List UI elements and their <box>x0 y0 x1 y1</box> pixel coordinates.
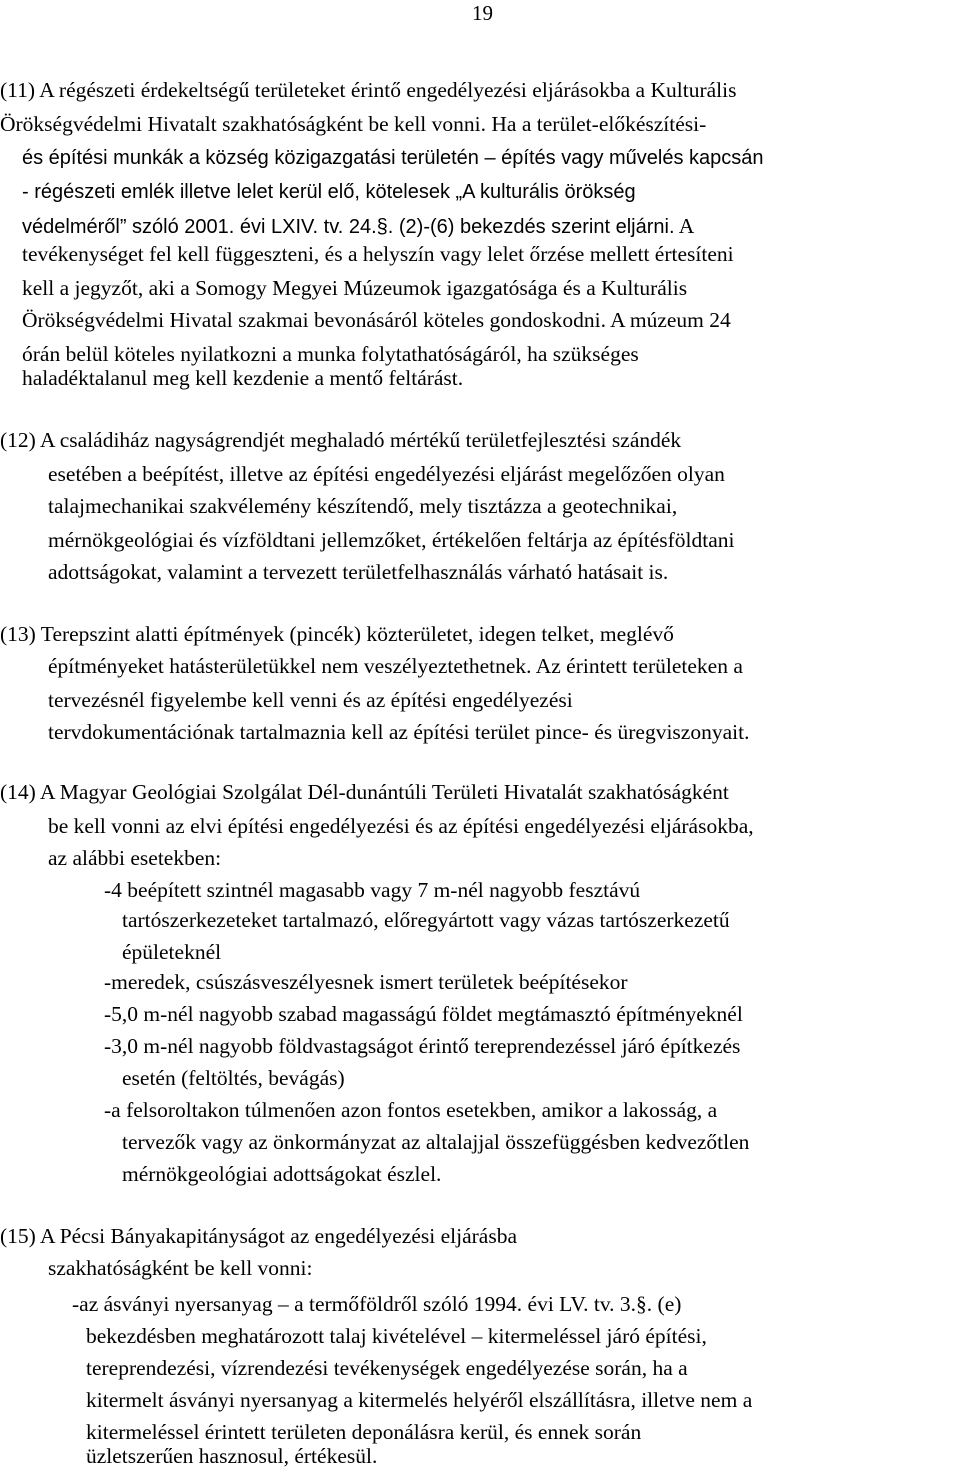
list-item-continuation: kitermeléssel érintett területen deponálásra kerül, és ennek során <box>86 1420 642 1444</box>
text-line: Örökségvédelmi Hivatalt szakhatóságként be kell vonni. Ha a terület-előkészítési- <box>0 112 707 136</box>
text-line: tervezésnél figyelembe kell venni és az építési engedélyezési <box>48 688 573 712</box>
text-line: építményeket hatásterületükkel nem veszélyeztethetnek. Az érintett területeken a <box>48 654 743 678</box>
list-item: -a felsoroltakon túlmenően azon fontos esetekben, amikor a lakosság, a <box>104 1098 718 1122</box>
list-item-continuation: tartószerkezeteket tartalmazó, előregyártott vagy vázas tartószerkezetű <box>122 908 730 932</box>
text-line: tevékenységet fel kell függeszteni, és a helyszín vagy lelet őrzése mellett értesíteni <box>22 242 734 266</box>
list-item-continuation: üzletszerűen hasznosul, értékesül. <box>86 1444 378 1468</box>
text-line: esetében a beépítést, illetve az építési engedélyezési eljárást megelőzően olyan <box>48 462 725 486</box>
text-line: órán belül köteles nyilatkozni a munka folytathatóságáról, ha szükséges <box>22 342 639 366</box>
list-item: -az ásványi nyersanyag – a termőföldről szóló 1994. évi LV. tv. 3.§. (e) <box>72 1292 682 1316</box>
text-line: (11) A régészeti érdekeltségű területeket érintő engedélyezési eljárásokba a Kulturális <box>0 78 737 102</box>
text-line: haladéktalanul meg kell kezdenie a mentő feltárást. <box>22 366 464 390</box>
list-item-continuation: mérnökgeológiai adottságokat észlel. <box>122 1162 442 1186</box>
text-segment: A <box>674 214 695 238</box>
text-line: (12) A családiház nagyságrendjét meghaladó mértékű területfejlesztési szándék <box>0 428 682 452</box>
list-item-continuation: bekezdésben meghatározott talaj kivételével – kitermeléssel járó építési, <box>86 1324 707 1348</box>
list-item: -4 beépített szintnél magasabb vagy 7 m-nél nagyobb fesztávú <box>104 878 641 902</box>
text-line: adottságokat, valamint a tervezett területfelhasználás várható hatásait is. <box>48 560 669 584</box>
list-item: -meredek, csúszásveszélyesnek ismert területek beépítésekor <box>104 970 628 994</box>
list-item-continuation: esetén (feltöltés, bevágás) <box>122 1066 345 1090</box>
text-line: mérnökgeológiai és vízföldtani jellemzőket, értékelően feltárja az építésföldtani <box>48 528 735 552</box>
list-item-continuation: épületeknél <box>122 940 222 964</box>
text-line: tervdokumentációnak tartalmaznia kell az építési terület pince- és üregviszonyait. <box>48 720 750 744</box>
list-item-continuation: kitermelt ásványi nyersanyag a kitermelés helyéről elszállításra, illetve nem a <box>86 1388 753 1412</box>
text-line: kell a jegyzőt, aki a Somogy Megyei Múzeumok igazgatósága és a Kulturális <box>22 276 688 300</box>
text-line: (14) A Magyar Geológiai Szolgálat Dél-dunántúli Területi Hivatalát szakhatóságként <box>0 780 729 804</box>
text-line: Örökségvédelmi Hivatal szakmai bevonásáról köteles gondoskodni. A múzeum 24 <box>22 308 731 332</box>
list-item-continuation: tereprendezési, vízrendezési tevékenységek engedélyezése során, ha a <box>86 1356 688 1380</box>
list-item: -5,0 m-nél nagyobb szabad magasságú földet megtámasztó építményeknél <box>104 1002 743 1026</box>
text-line: szakhatóságként be kell vonni: <box>48 1256 313 1280</box>
text-line: (15) A Pécsi Bányakapitányságot az engedélyezési eljárásba <box>0 1224 517 1248</box>
text-line: talajmechanikai szakvélemény készítendő, mely tisztázza a geotechnikai, <box>48 494 678 518</box>
text-line: (13) Terepszint alatti építmények (pincék) közterületet, idegen telket, meglévő <box>0 622 674 646</box>
page-number: 19 <box>472 1 493 25</box>
list-item: -3,0 m-nél nagyobb földvastagságot érintő tereprendezéssel járó építkezés <box>104 1034 741 1058</box>
text-line: - régészeti emlék illetve lelet kerül elő, kötelesek „A kulturális örökség <box>22 181 636 203</box>
text-line: az alábbi esetekben: <box>48 846 222 870</box>
list-item-continuation: tervezők vagy az önkormányzat az altalajjal összefüggésben kedvezőtlen <box>122 1130 750 1154</box>
text-segment: védelméről” szóló 2001. évi LXIV. tv. 24.§. (2)-(6) bekezdés szerint eljárni. <box>22 216 675 238</box>
text-line: és építési munkák a község közigazgatási területén – építés vagy művelés kapcsán <box>22 147 764 169</box>
text-line <box>22 212 694 241</box>
text-line: be kell vonni az elvi építési engedélyezési és az építési engedélyezési eljárásokba, <box>48 814 754 838</box>
